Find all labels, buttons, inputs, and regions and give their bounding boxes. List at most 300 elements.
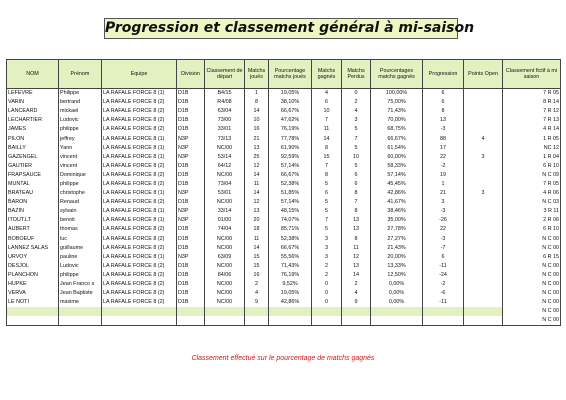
cell-nom	[7, 316, 59, 326]
cell-pourcentage-gagnes: 66,67%	[371, 134, 423, 143]
cell-matchs-joues: 1	[245, 89, 269, 99]
cell-equipe	[102, 316, 177, 326]
cell-points-open	[464, 216, 503, 225]
cell-prenom: Jean Baptiste	[59, 289, 102, 298]
cell-points-open	[464, 289, 503, 298]
cell-pourcentage-gagnes: 0,00%	[371, 280, 423, 289]
table-row	[7, 98, 561, 107]
cell-pourcentage-joues: 47,62%	[269, 116, 312, 125]
cell-prenom: sylvain	[59, 207, 102, 216]
table-row	[7, 89, 561, 99]
cell-nom: FRAPSAUCE	[7, 171, 59, 180]
cell-pourcentage-joues: 71,43%	[269, 262, 312, 271]
cell-classement-fictif: 3 R 11	[503, 207, 561, 216]
cell-matchs-gagnes: 0	[312, 280, 342, 289]
cell-classement-depart: NC/00	[205, 280, 245, 289]
cell-matchs-perdus: 3	[342, 116, 371, 125]
header-points-open: Points Open	[464, 60, 503, 89]
cell-classement-depart: NC/00	[205, 235, 245, 244]
cell-progression: -11	[423, 298, 464, 307]
cell-classement-fictif: 4 R 14	[503, 125, 561, 134]
cell-matchs-gagnes: 5	[312, 198, 342, 207]
table-row	[7, 207, 561, 216]
cell-progression: -24	[423, 271, 464, 280]
cell-classement-fictif: 7 R 13	[503, 116, 561, 125]
cell-equipe: LA RAFALE FORCE 8 (2)	[102, 171, 177, 180]
cell-prenom: benoit	[59, 216, 102, 225]
table-row	[7, 298, 561, 307]
cell-matchs-gagnes: 4	[312, 89, 342, 99]
header-division: Division	[177, 60, 205, 89]
cell-pourcentage-gagnes: 71,43%	[371, 107, 423, 116]
cell-pourcentage-joues: 92,59%	[269, 153, 312, 162]
cell-prenom: mickael	[59, 107, 102, 116]
cell-division: D1B	[177, 89, 205, 99]
cell-pourcentage-gagnes: 70,00%	[371, 116, 423, 125]
cell-pourcentage-gagnes: 20,00%	[371, 253, 423, 262]
cell-matchs-gagnes	[312, 307, 342, 316]
cell-classement-fictif: N C 00	[503, 298, 561, 307]
cell-classement-depart: 73/00	[205, 116, 245, 125]
cell-equipe: LA RAFALE FORCE 8 (2)	[102, 262, 177, 271]
cell-pourcentage-gagnes	[371, 316, 423, 326]
cell-progression: 19	[423, 171, 464, 180]
cell-prenom: guillaume	[59, 244, 102, 253]
cell-matchs-perdus: 6	[342, 171, 371, 180]
cell-prenom: vincent	[59, 153, 102, 162]
table-row	[7, 225, 561, 234]
cell-nom: MUNTAL	[7, 180, 59, 189]
cell-classement-depart: 73/04	[205, 180, 245, 189]
cell-points-open	[464, 98, 503, 107]
cell-matchs-joues: 9	[245, 298, 269, 307]
cell-equipe: LA RAFALE FORCE 8 (2)	[102, 162, 177, 171]
cell-prenom: luc	[59, 235, 102, 244]
cell-points-open	[464, 280, 503, 289]
header-nom: NOM	[7, 60, 59, 89]
cell-points-open	[464, 180, 503, 189]
cell-matchs-perdus: 4	[342, 107, 371, 116]
cell-division: D1B	[177, 235, 205, 244]
cell-matchs-joues: 25	[245, 153, 269, 162]
table-row	[7, 289, 561, 298]
cell-division: D1B	[177, 271, 205, 280]
cell-nom: JAMES	[7, 125, 59, 134]
cell-classement-depart: 53/14	[205, 153, 245, 162]
cell-division: D1B	[177, 244, 205, 253]
cell-matchs-gagnes: 6	[312, 98, 342, 107]
cell-prenom: jeffrey	[59, 134, 102, 143]
cell-progression	[423, 316, 464, 326]
cell-equipe: LA RAFALE FORCE 8 (2)	[102, 235, 177, 244]
cell-classement-depart: NC/00	[205, 298, 245, 307]
cell-prenom: Ludovic	[59, 116, 102, 125]
table-row	[7, 153, 561, 162]
cell-matchs-gagnes: 7	[312, 162, 342, 171]
cell-division: N3P	[177, 253, 205, 262]
cell-equipe: LA RAFALE FORCE 8 (2)	[102, 116, 177, 125]
cell-matchs-perdus: 5	[342, 125, 371, 134]
cell-matchs-joues	[245, 316, 269, 326]
cell-progression: -7	[423, 244, 464, 253]
cell-pourcentage-gagnes: 27,78%	[371, 225, 423, 234]
cell-pourcentage-joues: 76,19%	[269, 125, 312, 134]
table-row	[7, 198, 561, 207]
cell-points-open	[464, 162, 503, 171]
cell-nom: BOBOEUF	[7, 235, 59, 244]
cell-progression: -3	[423, 125, 464, 134]
cell-prenom: philippe	[59, 180, 102, 189]
cell-matchs-perdus: 13	[342, 262, 371, 271]
cell-classement-depart: 84/06	[205, 271, 245, 280]
table-row	[7, 271, 561, 280]
cell-nom: URVOY	[7, 253, 59, 262]
cell-equipe: LA RAFALE FORCE 8 (1)	[102, 153, 177, 162]
cell-pourcentage-gagnes: 57,14%	[371, 171, 423, 180]
table-header-row	[7, 60, 561, 89]
cell-progression: -2	[423, 280, 464, 289]
cell-matchs-joues: 20	[245, 216, 269, 225]
cell-nom: HUPKE	[7, 280, 59, 289]
cell-matchs-perdus	[342, 307, 371, 316]
cell-equipe: LA RAFALE FORCE 8 (2)	[102, 125, 177, 134]
cell-prenom: maxime	[59, 298, 102, 307]
cell-classement-fictif: 6 R 10	[503, 162, 561, 171]
cell-matchs-joues: 14	[245, 107, 269, 116]
cell-progression	[423, 307, 464, 316]
cell-prenom: Dominique	[59, 171, 102, 180]
cell-pourcentage-joues: 55,56%	[269, 253, 312, 262]
cell-matchs-perdus: 12	[342, 253, 371, 262]
cell-prenom: pauline	[59, 253, 102, 262]
cell-matchs-joues: 13	[245, 207, 269, 216]
cell-progression: 88	[423, 134, 464, 143]
header-pourcentage-joues: Pourcentage matchs joués	[269, 60, 312, 89]
cell-matchs-gagnes: 0	[312, 289, 342, 298]
cell-nom: BAILLY	[7, 144, 59, 153]
cell-equipe: LA RAFALE FORCE 8 (1)	[102, 189, 177, 198]
cell-nom: LEFEVRE	[7, 89, 59, 99]
table-body	[7, 89, 561, 326]
cell-classement-depart: NC/00	[205, 144, 245, 153]
table-row	[7, 262, 561, 271]
cell-points-open	[464, 235, 503, 244]
cell-pourcentage-gagnes: 38,46%	[371, 207, 423, 216]
cell-pourcentage-joues: 52,38%	[269, 180, 312, 189]
cell-pourcentage-joues: 57,14%	[269, 162, 312, 171]
header-classement-depart: Classement de départ	[205, 60, 245, 89]
cell-matchs-gagnes	[312, 316, 342, 326]
header-classement-fictif: Classement fictif à mi saison	[503, 60, 561, 89]
cell-progression: 6	[423, 89, 464, 99]
cell-equipe: LA RAFALE FORCE 8 (2)	[102, 107, 177, 116]
page-title: Progression et classement général à mi-saison	[105, 20, 475, 36]
cell-classement-depart: 01/00	[205, 216, 245, 225]
cell-equipe: LA RAFALE FORCE 8 (2)	[102, 298, 177, 307]
header-equipe: Equipe	[102, 60, 177, 89]
cell-classement-fictif: 2 R 06	[503, 216, 561, 225]
cell-classement-fictif: 8 R 14	[503, 98, 561, 107]
cell-prenom: thomas	[59, 225, 102, 234]
cell-matchs-joues: 14	[245, 171, 269, 180]
cell-progression: 6	[423, 253, 464, 262]
cell-division: N3P	[177, 153, 205, 162]
cell-points-open	[464, 125, 503, 134]
header-pourcentage-gagnes: Pourcentages matchs gagnés	[371, 60, 423, 89]
cell-classement-fictif: N C 00	[503, 289, 561, 298]
cell-nom: AUBERT	[7, 225, 59, 234]
table-row	[7, 280, 561, 289]
cell-matchs-joues: 8	[245, 98, 269, 107]
cell-matchs-gagnes: 8	[312, 171, 342, 180]
cell-classement-depart: 63/04	[205, 107, 245, 116]
cell-pourcentage-joues	[269, 316, 312, 326]
cell-classement-fictif: N C 00	[503, 244, 561, 253]
cell-division: N3P	[177, 216, 205, 225]
cell-division: D1B	[177, 116, 205, 125]
cell-points-open	[464, 116, 503, 125]
cell-points-open	[464, 253, 503, 262]
cell-progression: -2	[423, 162, 464, 171]
cell-progression: -11	[423, 262, 464, 271]
cell-matchs-perdus: 0	[342, 89, 371, 99]
cell-matchs-gagnes: 2	[312, 262, 342, 271]
cell-division: D1B	[177, 298, 205, 307]
cell-progression: 8	[423, 107, 464, 116]
cell-nom: VERVA	[7, 289, 59, 298]
cell-pourcentage-joues: 77,78%	[269, 134, 312, 143]
cell-prenom: Renaud	[59, 198, 102, 207]
cell-classement-fictif: 4 R 06	[503, 189, 561, 198]
cell-classement-depart: R4/08	[205, 98, 245, 107]
table-row	[7, 180, 561, 189]
cell-nom: BARON	[7, 198, 59, 207]
cell-division: D1B	[177, 107, 205, 116]
cell-classement-fictif: NC 12	[503, 144, 561, 153]
cell-matchs-perdus: 2	[342, 280, 371, 289]
cell-classement-fictif: 7 R 05	[503, 180, 561, 189]
cell-division: D1B	[177, 98, 205, 107]
cell-classement-depart: B4/15	[205, 89, 245, 99]
cell-pourcentage-gagnes: 42,86%	[371, 189, 423, 198]
cell-nom: BAZIN	[7, 207, 59, 216]
cell-division: D1B	[177, 289, 205, 298]
cell-progression: 21	[423, 189, 464, 198]
cell-classement-fictif: N C 00	[503, 235, 561, 244]
cell-pourcentage-gagnes: 21,43%	[371, 244, 423, 253]
cell-matchs-joues: 15	[245, 253, 269, 262]
cell-points-open	[464, 107, 503, 116]
cell-progression: -3	[423, 235, 464, 244]
cell-prenom: philippe	[59, 271, 102, 280]
cell-division: D1B	[177, 280, 205, 289]
table-row	[7, 235, 561, 244]
cell-classement-fictif: N C 00	[503, 271, 561, 280]
table-row	[7, 125, 561, 134]
header-matchs-joues: Matchs joués	[245, 60, 269, 89]
table-row-extra	[7, 316, 561, 326]
header-progression: Progression	[423, 60, 464, 89]
cell-classement-fictif: N C 09	[503, 171, 561, 180]
cell-pourcentage-joues: 57,14%	[269, 198, 312, 207]
cell-pourcentage-gagnes: 45,45%	[371, 180, 423, 189]
cell-matchs-gagnes: 10	[312, 107, 342, 116]
cell-pourcentage-joues: 66,67%	[269, 244, 312, 253]
cell-pourcentage-gagnes: 0,00%	[371, 298, 423, 307]
cell-pourcentage-gagnes: 0,00%	[371, 289, 423, 298]
cell-matchs-joues	[245, 307, 269, 316]
cell-nom: GAUTIER	[7, 162, 59, 171]
title-banner	[104, 18, 475, 39]
cell-classement-fictif: 6 R 10	[503, 225, 561, 234]
cell-nom: LECHARTIER	[7, 116, 59, 125]
cell-matchs-gagnes: 6	[312, 189, 342, 198]
cell-matchs-gagnes: 7	[312, 216, 342, 225]
cell-points-open	[464, 89, 503, 99]
cell-classement-depart: 73/13	[205, 134, 245, 143]
cell-division: N3P	[177, 189, 205, 198]
cell-matchs-gagnes: 5	[312, 180, 342, 189]
cell-matchs-joues: 18	[245, 225, 269, 234]
cell-matchs-gagnes: 11	[312, 125, 342, 134]
table-row	[7, 171, 561, 180]
cell-progression: 22	[423, 153, 464, 162]
cell-equipe: LA RAFALE FORCE 8 (1)	[102, 216, 177, 225]
ranking-table	[6, 59, 561, 326]
cell-matchs-joues: 10	[245, 116, 269, 125]
cell-pourcentage-gagnes: 58,33%	[371, 162, 423, 171]
cell-division: N3P	[177, 144, 205, 153]
cell-matchs-gagnes: 5	[312, 225, 342, 234]
cell-prenom: bertrand	[59, 98, 102, 107]
cell-nom: PILON	[7, 134, 59, 143]
cell-division: D1B	[177, 162, 205, 171]
cell-matchs-perdus: 9	[342, 298, 371, 307]
cell-nom	[7, 307, 59, 316]
table-row-extra	[7, 307, 561, 316]
cell-points-open	[464, 225, 503, 234]
cell-equipe: LA RAFALE FORCE 8 (2)	[102, 289, 177, 298]
cell-classement-fictif: 7 R 05	[503, 89, 561, 99]
header-matchs-perdus: Matchs Perdus	[342, 60, 371, 89]
header-matchs-gagnes: Matchs gagnés	[312, 60, 342, 89]
cell-points-open	[464, 307, 503, 316]
cell-matchs-perdus: 4	[342, 289, 371, 298]
cell-progression: 3	[423, 198, 464, 207]
header-prenom: Prénom	[59, 60, 102, 89]
cell-equipe: LA RAFALE FORCE 8 (1)	[102, 89, 177, 99]
cell-pourcentage-joues: 61,90%	[269, 144, 312, 153]
cell-pourcentage-gagnes: 75,00%	[371, 98, 423, 107]
cell-matchs-joues: 4	[245, 289, 269, 298]
cell-division: D1B	[177, 180, 205, 189]
cell-matchs-joues: 12	[245, 162, 269, 171]
cell-points-open	[464, 298, 503, 307]
cell-matchs-perdus: 10	[342, 153, 371, 162]
cell-division	[177, 307, 205, 316]
cell-pourcentage-gagnes	[371, 307, 423, 316]
cell-equipe: LA RAFALE FORCE 8 (1)	[102, 144, 177, 153]
cell-matchs-perdus: 7	[342, 198, 371, 207]
cell-classement-depart: 64/12	[205, 162, 245, 171]
cell-equipe: LA RAFALE FORCE 8 (2)	[102, 225, 177, 234]
cell-pourcentage-joues: 52,38%	[269, 235, 312, 244]
cell-equipe	[102, 307, 177, 316]
cell-classement-fictif: 1 R 04	[503, 153, 561, 162]
cell-prenom: Philippe	[59, 89, 102, 99]
cell-prenom: Ludovic	[59, 262, 102, 271]
cell-matchs-joues: 14	[245, 244, 269, 253]
cell-pourcentage-gagnes: 61,54%	[371, 144, 423, 153]
cell-classement-fictif: 7 R 12	[503, 107, 561, 116]
cell-matchs-perdus: 14	[342, 271, 371, 280]
cell-pourcentage-gagnes: 27,27%	[371, 235, 423, 244]
cell-matchs-perdus: 8	[342, 207, 371, 216]
cell-equipe: LA RAFALE FORCE 8 (1)	[102, 253, 177, 262]
cell-classement-depart: NC/00	[205, 262, 245, 271]
cell-nom: DESJOL	[7, 262, 59, 271]
cell-pourcentage-joues: 66,67%	[269, 107, 312, 116]
cell-classement-depart: 53/01	[205, 189, 245, 198]
cell-nom: PLANCHON	[7, 271, 59, 280]
cell-matchs-gagnes: 8	[312, 144, 342, 153]
cell-equipe: LA RAFALE FORCE 8 (1)	[102, 134, 177, 143]
cell-matchs-gagnes: 14	[312, 134, 342, 143]
cell-classement-depart: NC/00	[205, 244, 245, 253]
cell-classement-depart: NC/00	[205, 289, 245, 298]
cell-pourcentage-joues: 48,15%	[269, 207, 312, 216]
cell-classement-depart: NC/00	[205, 171, 245, 180]
cell-pourcentage-gagnes: 100,00%	[371, 89, 423, 99]
cell-division: D1B	[177, 125, 205, 134]
cell-nom: LANCEARD	[7, 107, 59, 116]
cell-equipe: LA RAFALE FORCE 8 (2)	[102, 180, 177, 189]
cell-points-open: 3	[464, 189, 503, 198]
cell-pourcentage-gagnes: 35,00%	[371, 216, 423, 225]
cell-matchs-perdus: 13	[342, 216, 371, 225]
cell-matchs-perdus: 6	[342, 180, 371, 189]
cell-matchs-joues: 15	[245, 262, 269, 271]
cell-points-open	[464, 198, 503, 207]
cell-prenom: philippe	[59, 125, 102, 134]
cell-equipe: LA RAFALE FORCE 8 (2)	[102, 198, 177, 207]
cell-division	[177, 316, 205, 326]
cell-classement-fictif: N C 00	[503, 316, 561, 326]
cell-prenom: Jean Franco s	[59, 280, 102, 289]
table-row	[7, 253, 561, 262]
cell-progression: 6	[423, 98, 464, 107]
cell-matchs-joues: 16	[245, 271, 269, 280]
cell-classement-depart: 74/04	[205, 225, 245, 234]
cell-pourcentage-joues: 9,52%	[269, 280, 312, 289]
table-row	[7, 216, 561, 225]
cell-pourcentage-joues	[269, 307, 312, 316]
cell-pourcentage-joues: 51,85%	[269, 189, 312, 198]
cell-points-open	[464, 271, 503, 280]
cell-points-open	[464, 144, 503, 153]
cell-classement-fictif: 6 R 15	[503, 253, 561, 262]
table-row	[7, 162, 561, 171]
cell-matchs-gagnes: 0	[312, 298, 342, 307]
cell-matchs-perdus: 8	[342, 235, 371, 244]
cell-pourcentage-joues: 42,86%	[269, 298, 312, 307]
cell-matchs-gagnes: 3	[312, 235, 342, 244]
cell-matchs-joues: 16	[245, 125, 269, 134]
table-row	[7, 244, 561, 253]
cell-classement-fictif: N C 03	[503, 198, 561, 207]
cell-classement-depart: 33/14	[205, 207, 245, 216]
cell-classement-fictif: N C 00	[503, 262, 561, 271]
